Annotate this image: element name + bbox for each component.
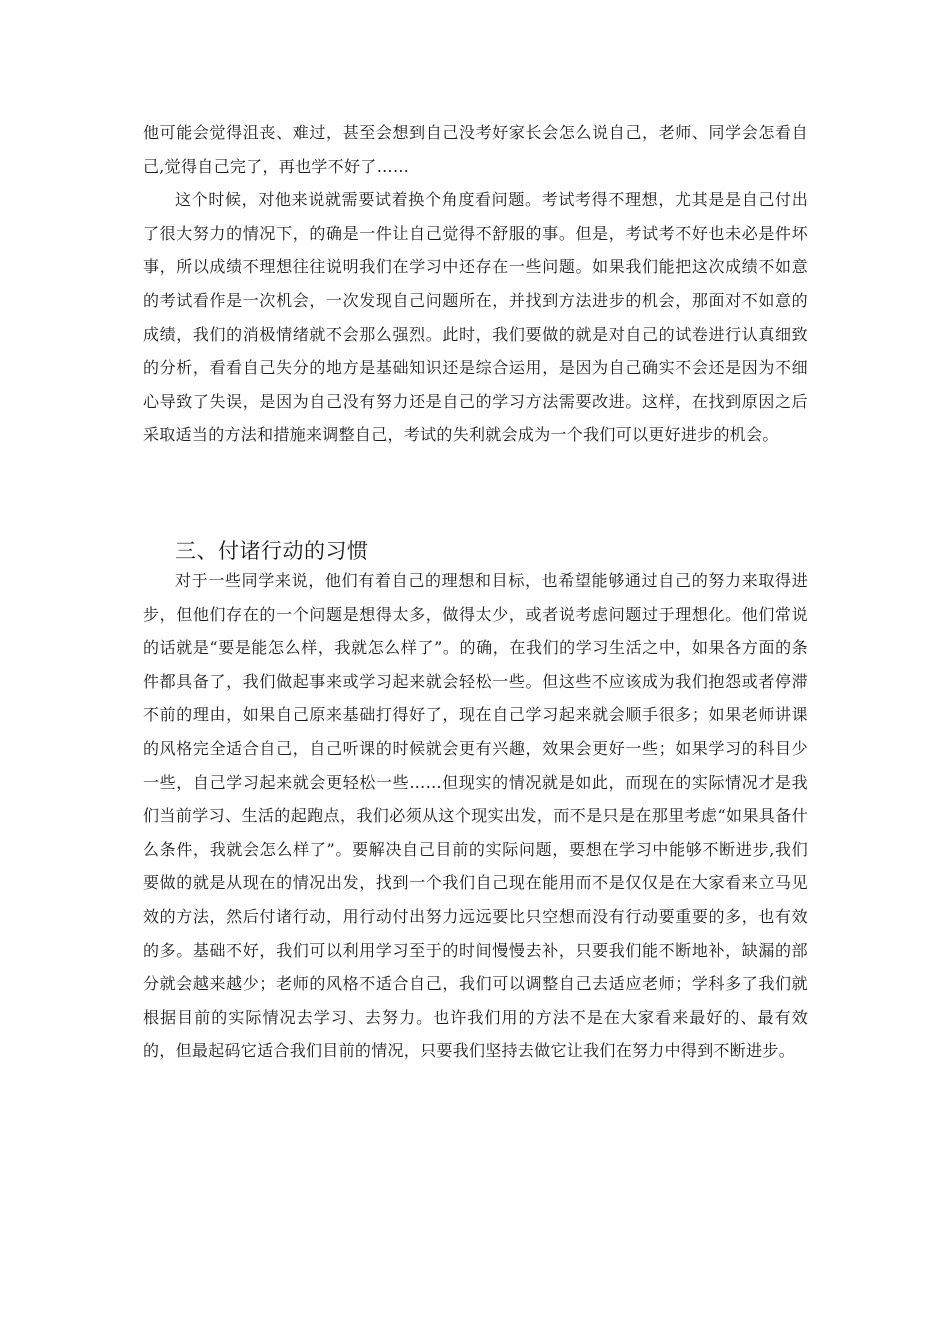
text-block-after-heading: [143, 564, 808, 1068]
paragraph-3: 对于一些同学来说，他们有着自己的理想和目标，也希望能够通过自己的努力来取得进步，但他们存在的一个问题是想得太多，做得太少，或者说考虑问题过于理想化。他们常说的话就是“要是能怎么样，我就怎么样了”。的确，在我们的学习生活之中，如果各方面的条件都具备了，我们做起事来或学习起来就会轻松一些。但这些不应该成为我们抱怨或者停滞不前的理由，如果自己原来基础打得好了，现在自己学习起来就会顺手很多；如果老师讲课的风格完全适合自己，自己听课的时候就会更有兴趣，效果会更好一些；如果学习的科目少一些，自己学习起来就会更轻松一些……但现实的情况就是如此，而现在的实际情况才是我们当前学习、生活的起跑点，我们必须从这个现实出发，而不是只是在那里考虑“如果具备什么条件，我就会怎么样了”。要解决自己目前的实际问题，要想在学习中能够不断进步,我们要做的就是从现在的情况出发，找到一个我们自己现在能用而不是仅仅是在大家看来立马见效的方法，然后付诸行动，用行动付出努力远远要比只空想而没有行动要重要的多，也有效的多。基础不好，我们可以利用学习至于的时间慢慢去补，只要我们能不断地补，缺漏的部分就会越来越少；老师的风格不适合自己，我们可以调整自己去适应老师；学科多了我们就根据目前的实际情况去学习、去努力。也许我们用的方法不是在大家看来最好的、最有效的，但最起码它适合我们目前的情况，只要我们坚持去做它让我们在努力中得到不断进步。: [143, 571, 808, 1061]
text-block-before-heading: [143, 116, 808, 452]
section-heading: 三、付诸行动的习惯: [175, 539, 369, 563]
paragraph-1: 他可能会觉得沮丧、难过，甚至会想到自己没考好家长会怎么说自己，老师、同学会怎看自己,觉得自己完了，再也学不好了……: [143, 123, 808, 176]
paragraph-2: 这个时候，对他来说就需要试着换个角度看问题。考试考得不理想，尤其是是自己付出了很大努力的情况下，的确是一件让自己觉得不舒服的事。但是，考试考不好也未必是件坏事，所以成绩不理想往往说明我们在学习中还存在一些问题。如果我们能把这次成绩不如意的考试看作是一次机会，一次发现自己问题所在，并找到方法进步的机会，那面对不如意的成绩，我们的消极情绪就不会那么强烈。此时，我们要做的就是对自己的试卷进行认真细致的分析，看看自己失分的地方是基础知识还是综合运用，是因为自己确实不会还是因为不细心导致了失误，是因为自己没有努力还是自己的学习方法需要改进。这样，在找到原因之后采取适当的方法和措施来调整自己，考试的失利就会成为一个我们可以更好进步的机会。: [143, 190, 808, 445]
